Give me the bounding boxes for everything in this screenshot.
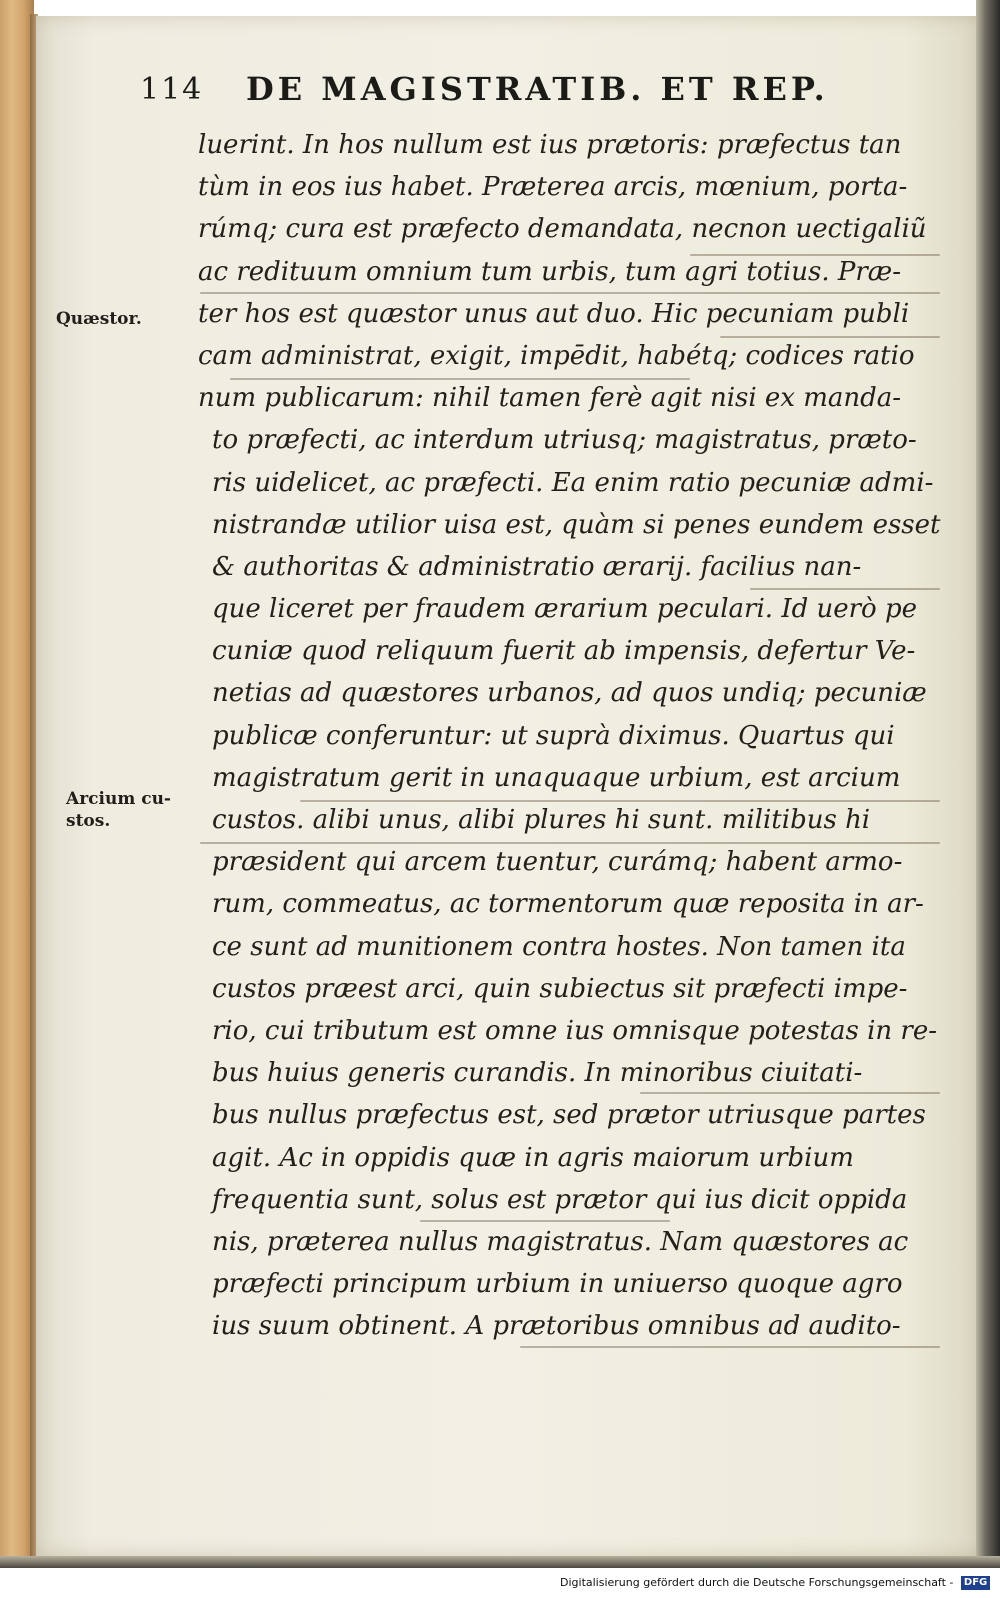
- text-line: præfecti principum urbium in uniuerso quoque agro: [212, 1269, 903, 1300]
- running-head: [140, 66, 920, 116]
- dfg-logo: DFG: [961, 1576, 990, 1590]
- credit-text: Digitalisierung gefördert durch die Deutsche Forschungsgemeinschaft -: [560, 1576, 954, 1589]
- text-line: nis, præterea nullus magistratus. Nam quæstores ac: [212, 1226, 909, 1257]
- text-line: bus nullus præfectus est, sed prætor utriusque partes: [212, 1100, 926, 1131]
- book-fore-edge: [0, 0, 34, 1568]
- marginal-note-line: Arcium cu-: [66, 789, 171, 809]
- text-line: rum, commeatus, ac tormentorum quæ reposita in ar-: [212, 889, 924, 920]
- body-text: [198, 124, 958, 1347]
- scan-bottom-border: [0, 1556, 1000, 1568]
- marginal-note-text: Quæstor.: [56, 309, 142, 329]
- text-line: luerint. In hos nullum est ius prætoris: præfectus tan: [198, 130, 902, 160]
- text-line: que liceret per fraudem ærarium peculari. Id uerò pe: [212, 594, 918, 625]
- digitization-credit: [560, 1576, 990, 1594]
- scan-right-border: [976, 0, 1000, 1568]
- marginal-note-arcium-custos: [66, 788, 171, 832]
- text-line: rio, cui tributum est omne ius omnisque potestas in re-: [212, 1015, 938, 1046]
- text-line: custos præest arci, quin subiectus sit præfecti impe-: [212, 973, 908, 1004]
- text-line: ter hos est quæstor unus aut duo. Hic pecuniam publi: [198, 298, 910, 329]
- text-line: custos. alibi unus, alibi plures hi sunt. militibus hi: [212, 805, 871, 835]
- marginal-note-line: stos.: [66, 811, 111, 831]
- text-line: ius suum obtinent. A prætoribus omnibus ad audito-: [212, 1311, 901, 1342]
- text-line: frequentia sunt, solus est prætor qui ius dicit oppida: [212, 1184, 908, 1215]
- running-title: DE MAGISTRATIB. ET REP.: [246, 70, 829, 108]
- text-line: netias ad quæstores urbanos, ad quos undiq; pecuniæ: [212, 678, 927, 709]
- text-line: cam administrat, exigit, impēdit, habétq; codices ratio: [198, 340, 915, 371]
- text-line: magistratum gerit in unaquaque urbium, est arcium: [212, 762, 901, 793]
- text-line: num publicarum: nihil tamen ferè agit nisi ex manda-: [198, 383, 902, 414]
- page-number: 114: [140, 72, 204, 107]
- text-line: ris uidelicet, ac præfecti. Ea enim ratio pecuniæ admi-: [212, 467, 934, 498]
- text-line: nistrandæ utilior uisa est, quàm si penes eundem esset: [212, 509, 941, 540]
- text-line: cuniæ quod reliquum fuerit ab impensis, defertur Ve-: [212, 636, 916, 667]
- text-line: & authoritas & administratio ærarij. facilius nan-: [212, 551, 862, 582]
- text-line: bus huius generis curandis. In minoribus ciuitati-: [212, 1058, 863, 1089]
- text-line: agit. Ac in oppidis quæ in agris maiorum urbium: [212, 1142, 854, 1173]
- text-line: ce sunt ad munitionem contra hostes. Non tamen ita: [212, 931, 906, 962]
- text-line: rúmq; cura est præfecto demandata, necnon uectigaliũ: [198, 214, 927, 245]
- text-line: præsident qui arcem tuentur, curámq; habent armo-: [212, 847, 903, 878]
- text-line: tùm in eos ius habet. Præterea arcis, mœnium, porta-: [198, 172, 908, 203]
- marginal-note-quaestor: [56, 308, 142, 330]
- text-line: ac redituum omnium tum urbis, tum agri totius. Præ-: [198, 256, 902, 287]
- text-line: publicæ conferuntur: ut suprà diximus. Quartus qui: [212, 720, 895, 751]
- text-line: to præfecti, ac interdum utriusq; magistratus, præto-: [212, 425, 917, 456]
